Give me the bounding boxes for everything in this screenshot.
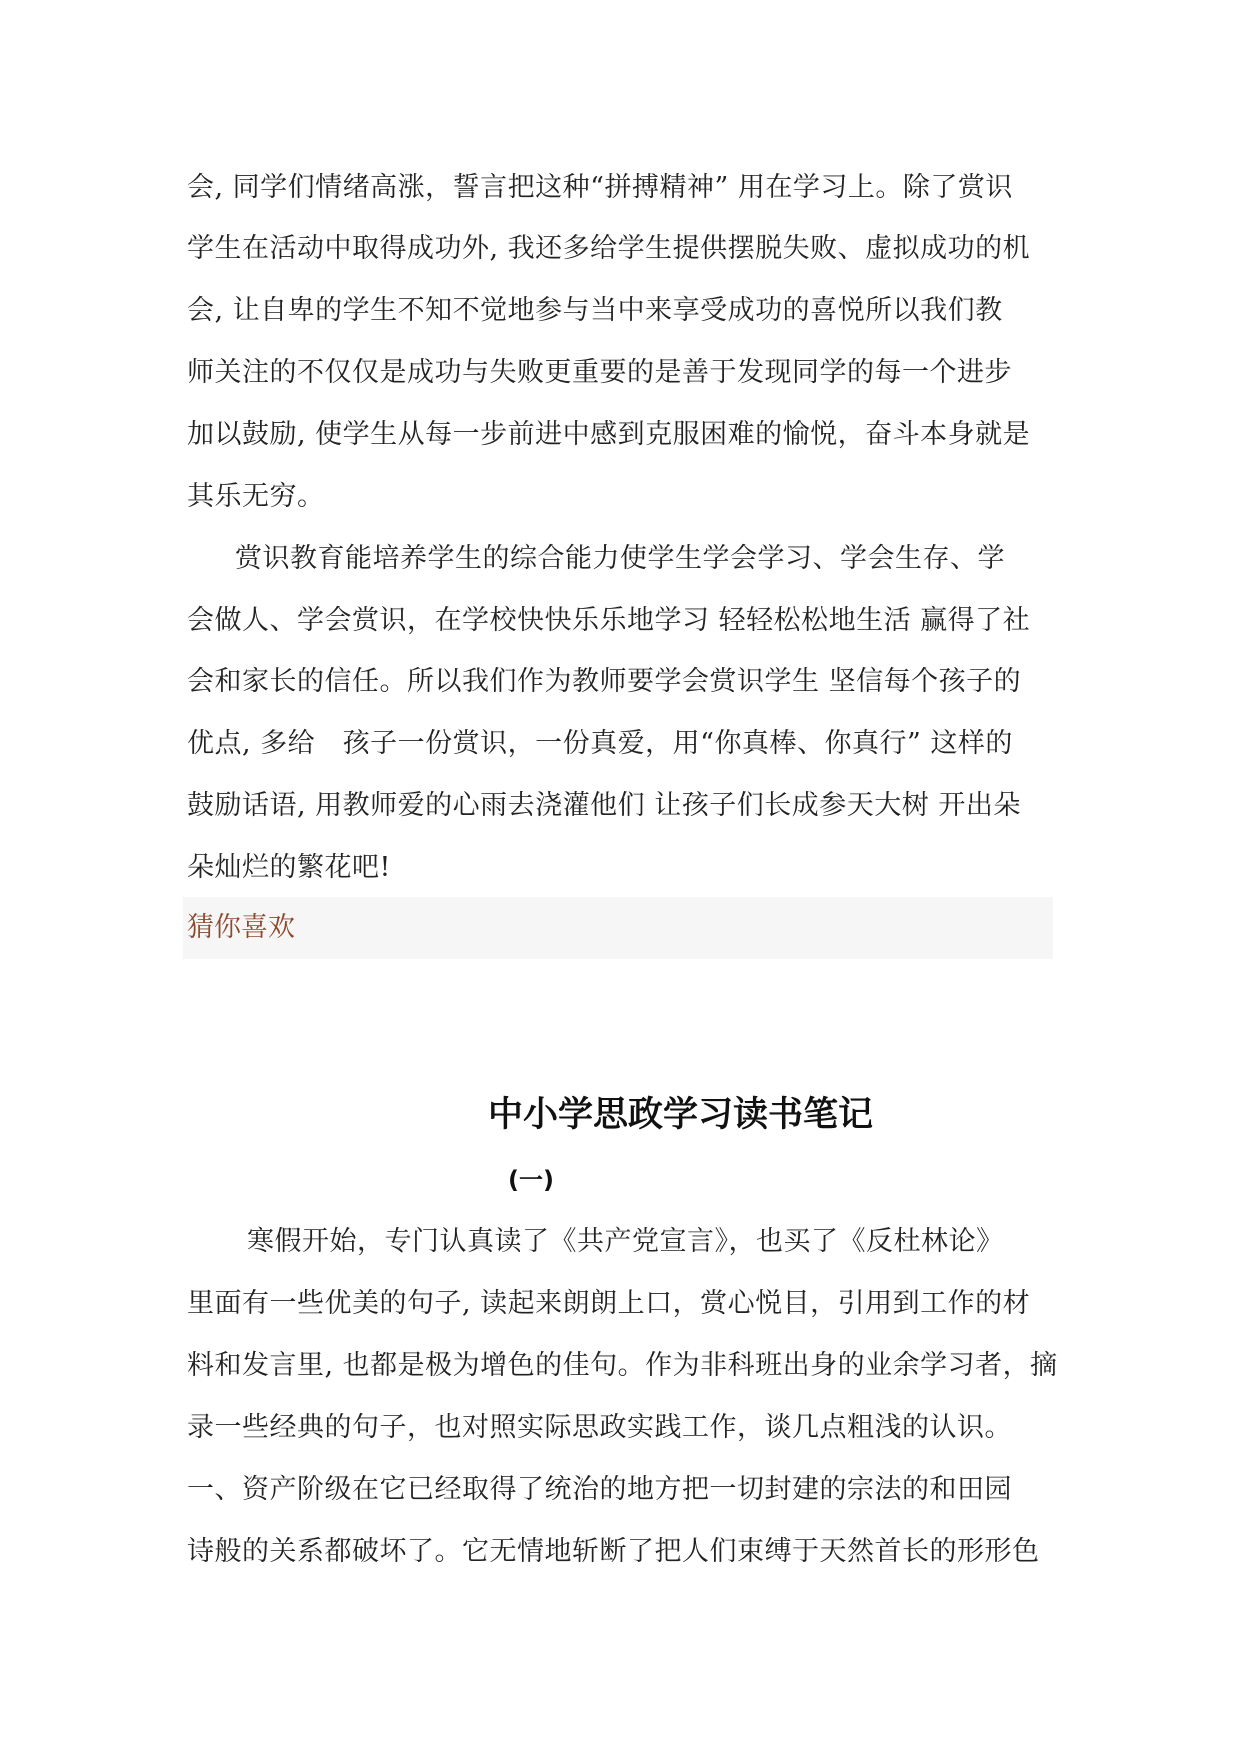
text-line: 学生在活动中取得成功外, 我还多给学生提供摆脱失败、虚拟成功的机 (187, 233, 1031, 264)
text-line: 会, 同学们情绪高涨，誓言把这种“拼搏精神” 用在学习上。除了赏识 (187, 172, 1013, 203)
article-subtitle: (一) (508, 1166, 554, 1194)
text-line: 朵灿烂的繁花吧! (187, 852, 391, 883)
text-line: 加以鼓励, 使学生从每一步前进中感到克服困难的愉悦，奋斗本身就是 (187, 419, 1031, 450)
text-line: 里面有一些优美的句子, 读起来朗朗上口，赏心悦目，引用到工作的材 (187, 1288, 1031, 1319)
text-line: 一、资产阶级在它已经取得了统治的地方把一切封建的宗法的和田园 (187, 1474, 1012, 1505)
text-line: 鼓励话语, 用教师爱的心雨去浇灌他们 让孩子们长成参天大树 开出朵 (187, 790, 1021, 821)
text-line: 优点, 多给 孩子一份赏识，一份真爱，用“你真棒、你真行” 这样的 (187, 728, 1013, 759)
text-line: 料和发言里, 也都是极为增色的佳句。作为非科班出身的业余学习者，摘 (187, 1350, 1058, 1381)
text-line: 会做人、学会赏识，在学校快快乐乐地学习 轻轻松松地生活 赢得了社 (187, 605, 1031, 636)
text-line: 诗般的关系都破坏了。它无情地斩断了把人们束缚于天然首长的形形色 (187, 1536, 1040, 1567)
text-line: 会, 让自卑的学生不知不觉地参与当中来享受成功的喜悦所以我们教 (187, 295, 1003, 326)
text-line: 寒假开始，专门认真读了《共产党宣言》，也买了《反杜林论》 (247, 1226, 1004, 1257)
article-title: 中小学思政学习读书笔记 (487, 1095, 873, 1135)
text-line: 其乐无穷。 (187, 481, 325, 512)
text-line: 会和家长的信任。所以我们作为教师要学会赏识学生 坚信每个孩子的 (187, 666, 1022, 697)
text-line: 赏识教育能培养学生的综合能力使学生学会学习、学会生存、学 (235, 543, 1005, 574)
text-line: 师关注的不仅仅是成功与失败更重要的是善于发现同学的每一个进步 (187, 357, 1012, 388)
guess-you-like-link[interactable]: 猜你喜欢 (187, 912, 295, 943)
text-line: 录一些经典的句子，也对照实际思政实践工作，谈几点粗浅的认识。 (187, 1412, 1012, 1443)
guess-you-like-box (183, 897, 1053, 959)
